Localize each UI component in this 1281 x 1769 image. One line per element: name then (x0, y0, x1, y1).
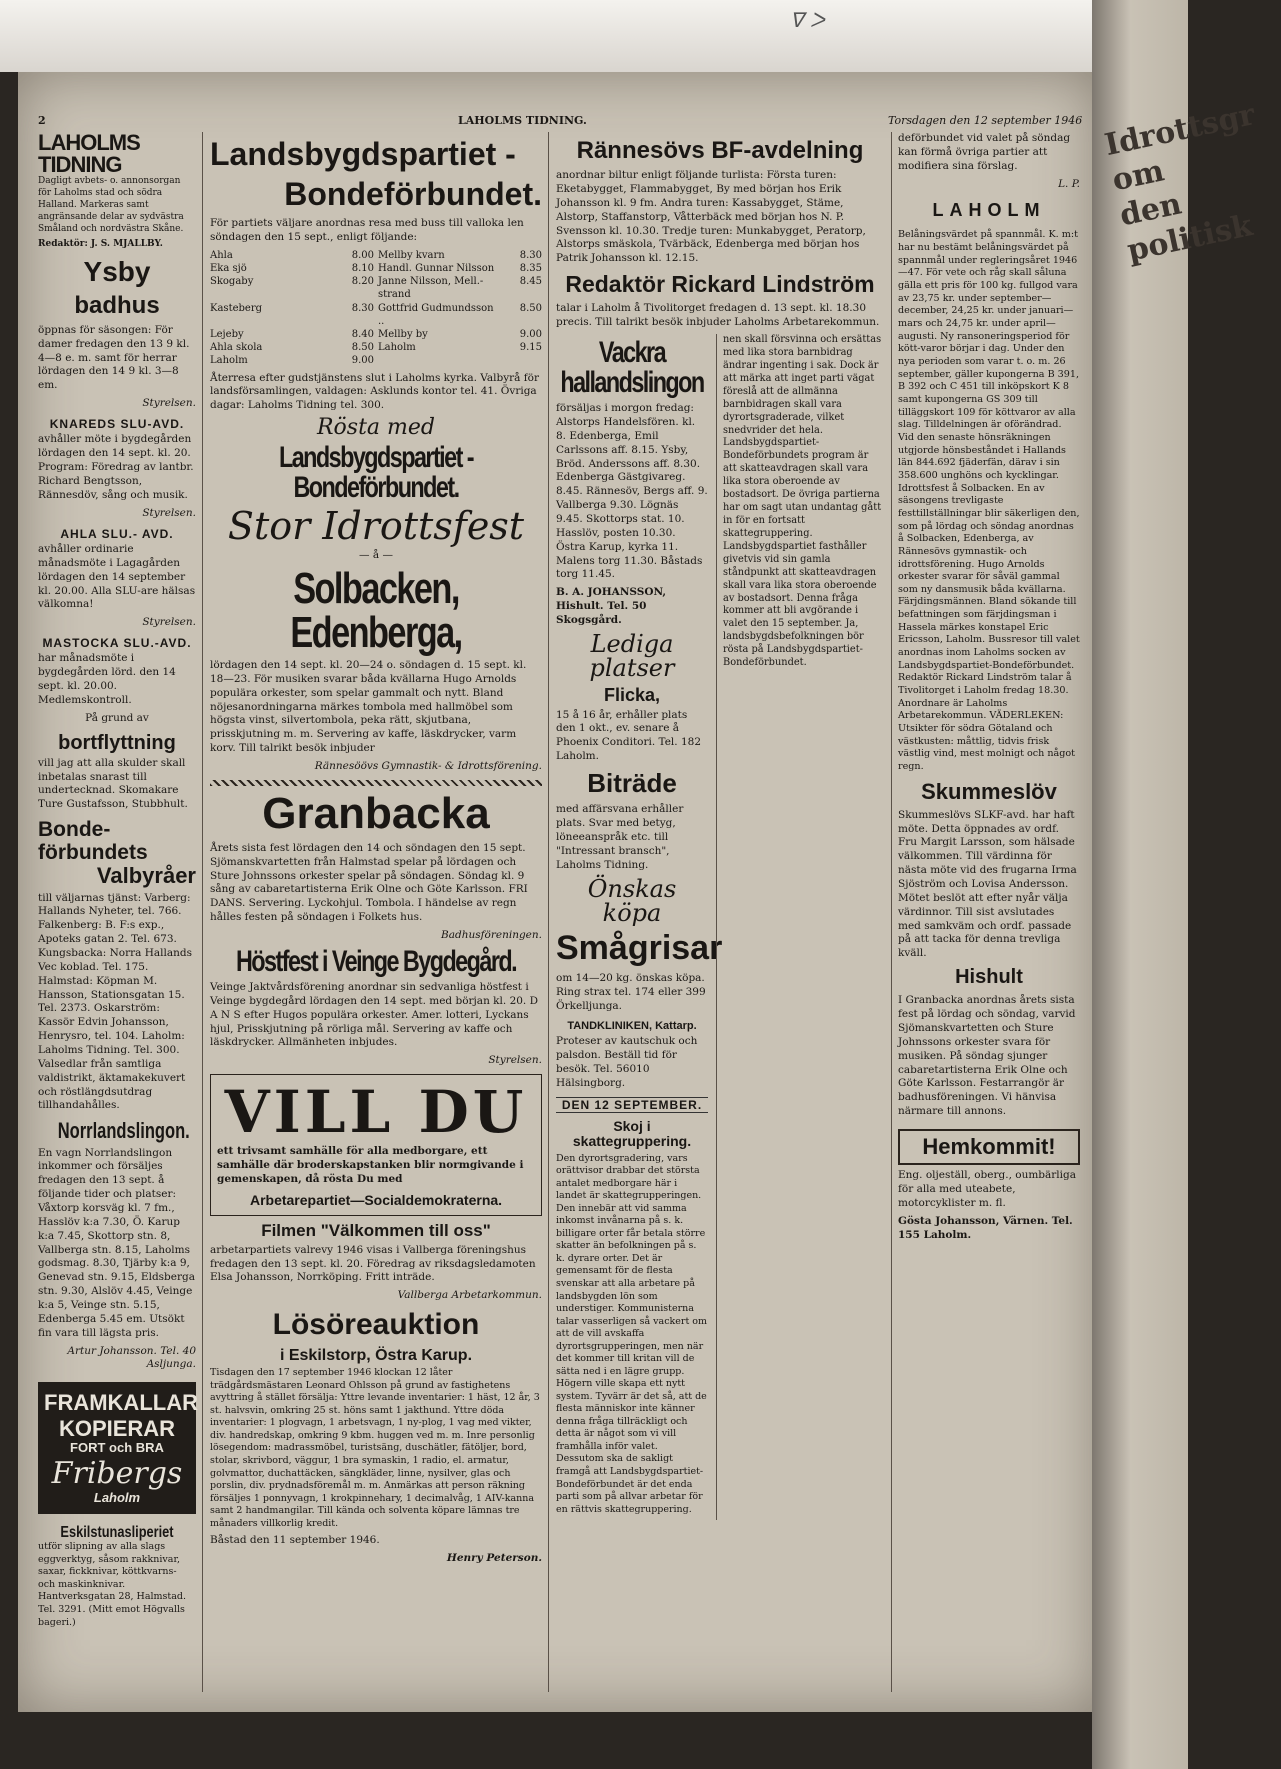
timetable-time: 9.00 (519, 329, 542, 341)
timetable-time (506, 354, 542, 367)
handwritten-mark: ᐁ ᐳ (790, 8, 825, 32)
bitrade-heading: Biträde (587, 768, 677, 799)
granbacka-heading: Granbacka (262, 788, 490, 838)
col4-intro-sign: L. P. (1058, 177, 1080, 190)
auktion-text: Tisdagen den 17 september 1946 klockan 12 låter trädgårdsmästaren Leonard Ohlsson på grund av fastighetens avyttring å stället försälja: Yttre levande inventarier: 1 häst, 12 år, 3 st. halvsvin, omkring 25 st. höns samt 1 jakthund. Yttre döda inventarier: 1 plogvagn, 1 arbetsvagn, 1 ny-plog, 1 vag med vikter, div. handredskap, omkring 9 kbm. huggen ved m. m. Inre personlig lösegendom: madrassmöbel, turistsäng, duschätler, fätöljer, bord, stolar, skrivbord, väggur, 1 bra symaskin, 1 radio, el. armatur, golvmattor, duchattäcken, sängkläder, linne, nysilver, glas och porslin, div. prydnadsföremål m. m. Anmärkas att person räkning försäljes 1 ponnyvagn, 1 krokpinnehary, 1 decimalvåg, 1 AIV-kanna samt 2 handmangilar. Till kända och solventa köpare lämnas tre månaders villkorlig kredit. (210, 1367, 540, 1529)
lediga-heading: Lediga platser (589, 629, 675, 682)
bf-text: anordnar biltur enligt följande turlista: Första turen: Eketabygget, Flammabygget, By med början hos Erik Johansson kl. 9 fm. Andra turen: Kassabygget, Stäme, Alstorp, Staffanstorp, Våtterbäck med början hos N. P. Svensson kl. 10.30. Tredje turen: Munkabygget, Peratorp, Alstorps smäskola, Tvärbäck, Edenberga med början hos Patrik Johansson kl. 12.15. (556, 169, 866, 265)
lbp-heading-2: Bondeförbundet. (284, 175, 542, 212)
skoj-text: Den dyrortsgradering, vars orättvisor drabbar det största antalet medborgare här i landet är skattegrupperingen. Den innebär att vid samma inkomst invånarna på s. k. billigare orter får betala större skatter än befolkningen på s. k. dyrare orter. Det är gemensamt för de flesta svenskar att alla arbetare på landsbygden lön som understiger. Kommunisterna talar vasserligen så vackert om att de vill avskaffa dyrortsgrupperingen, men när det kommer till kritan vill de sätta ned i en lägre grupp. Högern ville skapa ett nytt system. Tyvärr är det så, att de flesta människor inte känner denna fråga tillräckligt och detta är något som vi vill framhålla inför valet. Dessutom ska de sakligt framgå att Landsbygdspartiet-Bondeförbundet är det enda parti som på allvar arbetar för en rättvis skattegruppering. (556, 1152, 708, 1515)
filmen-heading: Filmen "Välkommen till oss" (261, 1221, 491, 1241)
timetable-stop: Kasteberg (210, 302, 263, 314)
skummeslov-text: Skummeslövs SLKF-avd. har haft möte. Detta öppnades av ordf. Fru Margit Larsson, som hälsade välkommen. Till värdinna för nästa möte vid des frugarna Irma Sjöström och Lovisa Andersson. Mötet beslöt att efter nyår välja värdinnor. Till sist avslutades med samkväm och ordf. passade på att tacka för denna trevliga kväll. (898, 808, 1077, 960)
skummeslov-heading: Skummeslöv (921, 778, 1057, 804)
redaktor-heading: Redaktör Rickard Lindström (565, 271, 875, 298)
auktion-place: i Eskilstorp, Östra Karup. (279, 1346, 473, 1364)
eskilstuna-heading: Eskilstunasliperiet (60, 1523, 174, 1541)
lbp-heading-1: Landsbygdspartiet - (210, 136, 516, 172)
veinge-text: Veinge Jaktvårdsförening anordnar sin sedvanliga höstfest i Veinge bygdegård lördagen den 14 sept. med början kl. 20. D A N S efter Hugos populära orkester. Amer. lotteri, Lyckans hjul, Prisskjutning på rörliga mål. Servering av kaffe och läskdrycker. Allmänheten inbjudes. (210, 980, 539, 1049)
ysby-text: öppnas för säsongen: För damer fredagen den 13 9 kl. 4—8 e. m. samt för herrar lördagen den 14 9 kl. 3—8 em. (38, 323, 190, 392)
article-continuation: nen skall försvinna och ersättas med lika stora barnbidrag ändrar ingenting i sak. Dock är att märka att inget parti vägat föreslå att de allmänna barnbidragen skall vara dyrortsgraderade, vilket snedvrider det hela. Landsbygdspartiet-Bondeförbundets program är att skatteavdragen skall vara lika stora oberoende av bostadsort. De övriga partierna har om sagt utan undantag gått in för en fortsatt skattegruppering. Landsbygdspartiet fasthåller givetvis vid sin gamla ståndpunkt att skatteavdragen skall vara lika stora oberoende av bostadsort. Denna fråga kommer att bli avgörande i valet den 15 september. Ja, landsbygdsbefolkningen bör rösta på Landsbygdspartiet-Bondeförbundet. (723, 334, 882, 669)
timetable-time: 8.30 (351, 302, 374, 314)
hishult-heading: Hishult (955, 966, 1023, 989)
bonde-heading-1: Bonde- (38, 818, 111, 842)
timetable-time: 8.40 (351, 329, 374, 341)
auktion-sign: Henry Peterson. (446, 1552, 542, 1565)
flicka-heading: Flicka, (603, 684, 661, 705)
hemkommit-sign: Gösta Johansson, Värnen. Tel. 155 Laholm. (898, 1214, 1073, 1241)
bonde-heading-2: förbundets (38, 841, 148, 865)
column-2 (210, 132, 542, 1570)
bus-timetable (210, 249, 542, 368)
vill-du-heading: VILL DU (224, 1078, 528, 1147)
laholm-news: Belåningsvärdet på spannmål. K. m:t har nu bestämt belåningsvärdet på spannmål under regleringsåret 1946—47. För vete och råg skall såluna gälla ett pris för 100 kg. fullgod vara av 23,75 kr. under september—december, 24,25 kr. under januari—mars och 24,75 kr. under april—augusti. Ny ransoneringsperiod för kött-varor börjar i dag. Under den nya perioden som varar t. o. m. 26 september, gäller kupongerna B 391, B 392 och C 451 till inköpskort K 8 samt kupongerna GS 309 till tilläggskort 109 för köttvaror av alla slag. Tilldelningen är oförändrad. Vid den senaste hönsräkningen utgjorde hönsbeståndet i Hallands län 844.692 fjäderfän, därav i sin 358.600 unghöns och kycklingar. Idrottsfest å Solbacken. En av säsongens trevligaste festtillställningar blir säkerligen den, som på lördag och söndag anordnas å Solbacken, Edenberga, av Rännesövs gymnastik- och idrottsförening. Hugo Arnolds orkester svarar för såväl gammal som ny dansmusik båda kvällarna. Färjdingsmännen. Bland sökande till befattningen som färjdingsman i Hassela märkes konstapel Eric Ericsson, Laholm. Bussresor till valet anordnas inom Laholms socken av Landsbygdspartiet-Bondeförbundet. Redaktör Rickard Lindström talar å Tivolitorget i Laholm fredag 18.30. Anordnare är Laholms Arbetarekommun. VÄDERLEKEN: Utsikter för södra Götaland och västkusten: måttlig, tidvis frisk västlig vind, mest molnigt och något regn. (898, 229, 1080, 772)
ahla-text: avhåller ordinarie månadsmöte i Lagagården lördagen den 14 september kl. 20.00. Alla SLU-are hälsas välkomna! (38, 542, 196, 611)
timetable-time: 8.10 (351, 263, 374, 275)
col4-intro: deförbundet vid valet på söndag kan förmå övriga partier att modifiera sina förslag. (898, 132, 1071, 172)
column-1 (38, 132, 196, 1633)
timetable-time: 9.00 (351, 355, 374, 367)
lbp-text: Återresa efter gudstjänstens slut i Laholms kyrka. Valbyrå för landsförsamlingen, valdagen: Asklunds kontor tel. 41. Övriga dagar: Laholms Tidning tel. 300. (210, 371, 540, 412)
auktion-date: Båstad den 11 september 1946. (210, 1534, 380, 1547)
idrottsfest-heading: Stor Idrottsfest (227, 504, 525, 549)
eskilstuna-text: utför slipning av alla slags eggverktyg, såsom rakknivar, saxar, fickknivar, köttkvarns- och maskinknivar. Hantverksgatan 28, Halmstad. Tel. 3291. (Mitt emot Högvalls bageri.) (38, 1541, 186, 1628)
lbp-intro: För partiets väljare anordnas resa med buss till valloka len söndagen den 15 sept., enligt följande: (210, 217, 524, 244)
bortflyttning-text: vill jag att alla skulder skall inbetalas snarast till undertecknad. Skomakare Ture Gustafsson, Stubbhult. (38, 756, 188, 811)
auktion-heading: Lösöreauktion (272, 1308, 480, 1342)
vackra-heading: Vackra hallandslingon (560, 336, 704, 400)
bonde-heading-3: Valbyråer (96, 863, 196, 889)
ysby-sign: Styrelsen. (142, 397, 196, 410)
norrland-text: En vagn Norrlandslingon inkommer och försäljes fredagen den 13 sept. å följande tider och platser: Våxtorp korsväg kl. 7 fm., Hasslöv k:a 7.30, Ö. Karup k:a 7.45, Skottorp stn. 8, Vallberga stn. 8.15, Laholms godsmag. 8.30, Tjärby k:a 9, Genevad stn. 9.15, Eldsberga stn. 9.30, Alslöv 4.45, Veinge k:a 5, Veinge stn. 5.15, Edenberga 5.45 em. Utsökt fin vara till lägsta pris. (38, 1146, 195, 1339)
mastocka-heading: MASTOCKA SLU.-AVD. (42, 636, 192, 651)
timetable-time: 8.30 (519, 249, 542, 261)
tandklinik-heading: TANDKLINIKEN, Kattarp. (567, 1019, 697, 1032)
vackra-text: försäljas i morgon fredag: Alstorps Handelsfören. kl. 8. Edenberga, Emil Carlssons aff. 8.15. Ysby, Bröd. Anderssons aff. 8.30. Edenberga Gästgivareg. 8.45. Rännesöv, Bergs aff. 9. Vallberga 9.30. Lögnäs 9.45. Skottorps stat. 10. Hasslöv, posten 10.30. Östra Karup, kyrka 11. Malens torg 11.30. Båstads torg 11.45. (556, 402, 708, 581)
timetable-stop: Laholm (210, 355, 248, 367)
timetable-time: 8.00 (351, 249, 374, 261)
timetable-stop: Skogaby (210, 276, 254, 288)
timetable-time: 8.50 (351, 342, 374, 354)
flicka-text: 15 å 16 år, erhåller plats den 1 okt., ev. senare å Phoenix Conditori. Tel. 182 Laholm. (556, 708, 702, 763)
hishult-text: I Granbacka anordnas årets sista fest på lördag och söndag, varvid Sjömanskvartetten och Sture Johnssons orkester svara för musiken. På söndag sjunger cabaretartisterna Erik Olne och Göte Karlsson. Festarrangör är badhusföreningen. Vi hänvisa närmare till annons. (898, 994, 1076, 1118)
column-rule (202, 132, 203, 1692)
ahla-heading: AHLA SLU.- AVD. (60, 526, 174, 541)
timetable-stop: Laholm (378, 342, 416, 354)
column-3 (556, 132, 884, 1520)
vackra-sign: B. A. JOHANSSON, Hishult. Tel. 50 Skogsgård. (556, 586, 667, 626)
tandklinik-text: Proteser av kautschuk och palsdon. Beställ tid för besök. Tel. 56010 Hälsingborg. (556, 1035, 698, 1089)
filmen-sign: Vallberga Arbetarkommun. (397, 1289, 542, 1302)
divider (210, 780, 542, 786)
skoj-heading: Skoj i skattegruppering. (572, 1117, 692, 1150)
framkallar-line-3: FORT och BRA (70, 1439, 164, 1455)
timetable-stop: Janne Nilsson, Mell.-strand (378, 276, 484, 301)
knared-heading: KNAREDS SLU-AVD. (49, 416, 185, 431)
norrland-heading: Norrlandslingon. (57, 1118, 190, 1144)
timetable-time: 9.15 (519, 342, 542, 354)
redaktor-text: talar i Laholm å Tivolitorget fredagen d. 13 sept. kl. 18.30 precis. Till talrikt besök inbjuder Laholms Arbetarekommun. (556, 302, 880, 329)
smagrisar-text: om 14—20 kg. önskas köpa. Ring strax tel. 174 eller 399 Örkelljunga. (556, 972, 706, 1013)
column-rule (891, 132, 892, 1692)
lbp-big-heading: Landsbygdspartiet - Bondeförbundet. (278, 441, 473, 505)
masthead: LAHOLMS TIDNING (38, 130, 140, 177)
editor-line: Redaktör: J. S. MJALLBY. (38, 239, 163, 250)
bonde-text: till väljarnas tjänst: Varberg: Hallands Nyheter, tel. 766. Falkenberg: B. F:s exp., Apoteks gatan 2. Tel. 673. Kungsbacka: Norra Hallands Vec koblad. Tel. 175. Halmstad: Köpman M. Hansson, Stationsgatan 15. Tel. 2373. Oskarström: Kassör Edvin Johansson, Henrysro, tel. 104. Laholm: Laholms Tidning. Tel. 300. Valsedlar från samtliga valdistrikt, äktamakekuvert och röstlängdsutdrag tillhandahålles. (38, 891, 193, 1112)
idrottsfest-a: — å — (359, 549, 393, 562)
timetable-time: 8.50 (519, 302, 542, 314)
rosta-med: Rösta med (316, 415, 435, 441)
adjacent-page-text: Idrottsgr om den politisk (1101, 97, 1258, 269)
vill-du-party: Arbetarepartiet—Socialdemokraterna. (249, 1191, 503, 1208)
framkallar-line-2: KOPIERAR (58, 1415, 176, 1441)
granbacka-sign: Badhusföreningen. (441, 929, 542, 942)
framkallar-town: Laholm (93, 1489, 141, 1505)
veinge-heading: Höstfest i Veinge Bygdegård. (235, 944, 517, 978)
timetable-stop: Eka sjö (210, 263, 247, 275)
page-number: 2 (38, 114, 46, 127)
page-date: Torsdagen den 12 september 1946 (888, 114, 1083, 127)
masthead-text: Dagligt avbets- o. annonsorgan för Laholms stad och södra Halland. Markeras samt angränsande delar av sydvästra Småland och nordvästra Skåne. (38, 176, 184, 234)
timetable-stop: Mellby kvarn (378, 249, 445, 261)
framkallar-line-1: FRAMKALLAR (44, 1390, 198, 1416)
newspaper-page (18, 72, 1098, 1712)
column-4 (898, 132, 1080, 1246)
scan-background-top (0, 0, 1188, 72)
smagrisar-heading: Smågrisar (556, 928, 723, 967)
hemkommit-text: Eng. oljeställ, oberg., oumbärliga för alla med uteabete, motorcyklister m. fl. (898, 1169, 1076, 1209)
bortflyttning-heading: bortflyttning (58, 731, 176, 754)
filmen-text: arbetarpartiets valrevy 1946 visas i Vallberga föreningshus fredagen den 13 sept. kl. 20. Föredrag av riksdagsledamoten Elsa Johansson, Norrköping. Fritt inträde. (210, 1243, 536, 1284)
mastocka-text: har månadsmöte i bygdegården lörd. den 14 sept. kl. 20.00. Medlemskontroll. (38, 652, 176, 707)
hemkommit-heading: Hemkommit! (898, 1129, 1080, 1165)
bf-heading: Rännesövs BF-avdelning (576, 137, 864, 164)
timetable-time: 8.20 (351, 276, 374, 288)
ysby-heading: Ysby (83, 256, 151, 288)
timetable-time: 8.45 (519, 276, 542, 288)
timetable-stop: Gottfrid Gudmundsson .. (378, 302, 494, 327)
knared-sign: Styrelsen. (142, 506, 196, 519)
ysby-heading-2: badhus (74, 291, 160, 319)
timetable-stop: Ahla skola (210, 342, 263, 354)
timetable-stop: Handl. Gunnar Nilsson (378, 263, 495, 275)
timetable-stop: Ahla (210, 249, 233, 261)
idrottsfest-place: Solbacken, Edenberga, (290, 564, 462, 658)
framkallar-brand: Fribergs (51, 1455, 183, 1491)
norrland-sign: Artur Johansson. Tel. 40 Asljunga. (67, 1344, 196, 1371)
vill-du-text: ett trivsamt samhälle för alla medborgare, ett samhälle där broderskapstanken blir normgivande i gemenskapen, då rösta Du med (217, 1145, 524, 1185)
bortflyttning-pre: På grund av (85, 711, 149, 724)
onskas-heading: Önskas köpa (587, 874, 677, 927)
veinge-sign: Styrelsen. (488, 1054, 542, 1067)
ahla-sign: Styrelsen. (142, 616, 196, 629)
vill-du-ad (210, 1074, 542, 1216)
paper-name-header: LAHOLMS TIDNING. (458, 114, 587, 127)
timetable-time: 8.35 (519, 263, 542, 275)
framkallar-ad (38, 1382, 196, 1513)
timetable-stop: Mellby by (378, 329, 428, 341)
date-line: DEN 12 SEPTEMBER. (556, 1097, 708, 1113)
idrottsfest-text: lördagen den 14 sept. kl. 20—24 o. söndagen d. 15 sept. kl. 18—23. För musiken svarar båda kvällarna Hugo Arnolds populära orkester, som spelar gammalt och nytt. Bland nöjesanordningarna märkes tombola med hallmöbel som högsta vinst, silvertombola, peka rätt, skjutbana, prisskjutning m. m. Servering av kaffe, läskdrycker, varm korv. Till talrikt besök inbjuder (210, 659, 527, 755)
idrottsfest-sign: Rännesöövs Gymnastik- & Idrottsförening. (314, 760, 542, 773)
laholm-heading: LAHOLM (932, 200, 1046, 221)
knared-text: avhåller möte i bygdegården lördagen den 14 sept. kl. 20. Program: Föredrag av lantbr. Richard Bengtsson, Rännesdöv, sång och musik. (38, 433, 194, 501)
timetable-stop: Lejeby (210, 329, 244, 341)
granbacka-text: Årets sista fest lördagen den 14 och söndagen den 15 sept. Sjömanskvartetten från Halmstad spelar på lördagen och Sture Johnssons orkester spelar på söndagen. Söndag kl. 9 sång av cabaretartisterna Erik Olne och Göte Karlsson. FRI DANS. Servering. Lyckohjul. Tombola. I händelse av regn hålles festen på söndagen i Folkets hus. (210, 841, 528, 924)
adjacent-page-edge (1092, 0, 1258, 1769)
timetable-stop (378, 354, 502, 367)
bitrade-text: med affärsvana erhåller plats. Svar med betyg, löneeanspråk etc. till "Intressant bransch", Laholms Tidning. (556, 803, 684, 871)
